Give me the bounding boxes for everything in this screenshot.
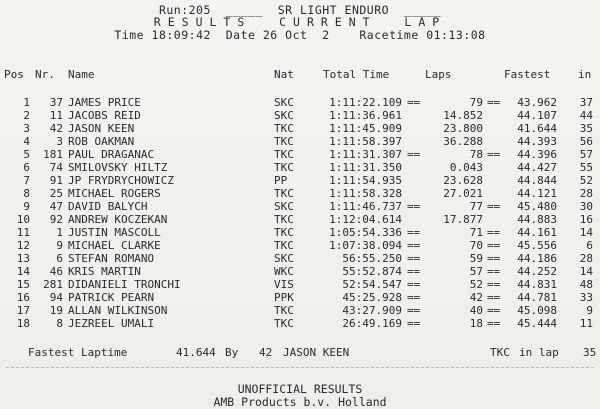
table-row bbox=[0, 161, 600, 174]
total-time: 55:52.874 bbox=[342, 265, 402, 278]
driver-name: JUSTIN MASCOLL bbox=[68, 226, 161, 239]
club: TKC bbox=[274, 239, 294, 252]
club: SKC bbox=[274, 96, 294, 109]
total-time: 45:25.928 bbox=[342, 291, 402, 304]
total-time: 1:12:04.614 bbox=[329, 213, 402, 226]
fastest-in-lap: 35 bbox=[579, 122, 593, 135]
kart-number: 181 bbox=[43, 148, 63, 161]
lap-marker-left: == bbox=[407, 226, 421, 239]
position: 4 bbox=[23, 135, 30, 148]
table-row bbox=[0, 200, 600, 213]
fastest-lap: 44.186 bbox=[517, 252, 557, 265]
lap-marker-right: == bbox=[487, 200, 501, 213]
position: 11 bbox=[16, 226, 30, 239]
fastest-lap: 44.107 bbox=[517, 109, 557, 122]
total-time: 1:11:22.109 bbox=[329, 96, 402, 109]
table-row bbox=[0, 278, 600, 291]
fastest-in-lap: 9 bbox=[586, 304, 593, 317]
fastest-lap: 45.444 bbox=[517, 317, 557, 330]
table-row bbox=[0, 317, 600, 330]
fastest-in-lap: 44 bbox=[579, 109, 593, 122]
table-row bbox=[0, 304, 600, 317]
table-row bbox=[0, 265, 600, 278]
table-row bbox=[0, 174, 600, 187]
time-date-line: Time 18:09:42 Date 26 Oct 2 Racetime 01:13:08 bbox=[114, 28, 486, 42]
driver-name: JASON KEEN bbox=[68, 122, 135, 135]
lap-marker-left: == bbox=[407, 291, 421, 304]
laps-or-gap: 71 bbox=[469, 226, 483, 239]
fastest-in-lap: 48 bbox=[579, 278, 593, 291]
fastest-in-lap: 14 bbox=[579, 265, 593, 278]
club: VIS bbox=[274, 278, 294, 291]
table-row bbox=[0, 213, 600, 226]
club: TKC bbox=[274, 304, 294, 317]
total-time: 43:27.909 bbox=[342, 304, 402, 317]
laps-or-gap: 17.877 bbox=[443, 213, 483, 226]
lap-marker-right: == bbox=[487, 148, 501, 161]
club: TKC bbox=[274, 135, 294, 148]
club: TKC bbox=[274, 226, 294, 239]
fastest-in-lap-label: in lap bbox=[519, 346, 559, 359]
club: TKC bbox=[274, 187, 294, 200]
kart-number: 25 bbox=[49, 187, 63, 200]
position: 10 bbox=[16, 213, 30, 226]
laps-or-gap: 78 bbox=[469, 148, 483, 161]
fastest-in-lap: 11 bbox=[579, 317, 593, 330]
fastest-club: TKC bbox=[490, 346, 510, 359]
fastest-lap: 44.427 bbox=[517, 161, 557, 174]
lap-marker-right: == bbox=[487, 226, 501, 239]
driver-name: SMILOVSKY HILTZ bbox=[68, 161, 168, 174]
total-time: 1:11:54.935 bbox=[329, 174, 402, 187]
position: 8 bbox=[23, 187, 30, 200]
fastest-in-lap: 33 bbox=[579, 291, 593, 304]
club: TKC bbox=[274, 148, 294, 161]
lap-marker-left: == bbox=[407, 239, 421, 252]
driver-name: MICHAEL CLARKE bbox=[68, 239, 161, 252]
amb-credit: AMB Products b.v. Holland bbox=[213, 395, 387, 409]
lap-marker-left: == bbox=[407, 265, 421, 278]
table-row bbox=[0, 226, 600, 239]
laps-or-gap: 14.852 bbox=[443, 109, 483, 122]
table-row bbox=[0, 122, 600, 135]
laps-or-gap: 18 bbox=[469, 317, 483, 330]
laps-or-gap: 42 bbox=[469, 291, 483, 304]
lap-marker-left: == bbox=[407, 148, 421, 161]
results-heading: RESULTS CURRENT LAP bbox=[153, 15, 447, 29]
club: PP bbox=[274, 174, 288, 187]
kart-number: 74 bbox=[49, 161, 63, 174]
laps-or-gap: 36.288 bbox=[443, 135, 483, 148]
kart-number: 3 bbox=[56, 135, 63, 148]
fastest-lap: 44.161 bbox=[517, 226, 557, 239]
driver-name: ANDREW KOCZEKAN bbox=[68, 213, 168, 226]
lap-marker-left: == bbox=[407, 252, 421, 265]
club: SKC bbox=[274, 109, 294, 122]
fastest-in-lap: 28 bbox=[579, 187, 593, 200]
club: SKC bbox=[274, 252, 294, 265]
lap-marker-left: == bbox=[407, 200, 421, 213]
fastest-lap: 44.393 bbox=[517, 135, 557, 148]
kart-number: 1 bbox=[56, 226, 63, 239]
laps-or-gap: 23.628 bbox=[443, 174, 483, 187]
position: 2 bbox=[23, 109, 30, 122]
fastest-in-lap: 55 bbox=[579, 161, 593, 174]
total-time: 1:05:54.336 bbox=[329, 226, 402, 239]
fastest-in-lap: 14 bbox=[579, 226, 593, 239]
col-fastest: Fastest bbox=[504, 68, 551, 81]
total-time: 26:49.169 bbox=[342, 317, 402, 330]
position: 16 bbox=[16, 291, 30, 304]
position: 15 bbox=[16, 278, 30, 291]
fastest-in-lap: 52 bbox=[579, 174, 593, 187]
lap-marker-right: == bbox=[487, 252, 501, 265]
driver-name: DAVID BALYCH bbox=[68, 200, 148, 213]
table-row bbox=[0, 252, 600, 265]
driver-name: STEFAN ROMANO bbox=[68, 252, 155, 265]
fastest-in-lap: 37 bbox=[579, 96, 593, 109]
col-name: Name bbox=[68, 68, 95, 81]
position: 6 bbox=[23, 161, 30, 174]
fastest-by: By bbox=[225, 346, 239, 359]
total-time: 1:11:58.328 bbox=[329, 187, 402, 200]
lap-marker-left: == bbox=[407, 278, 421, 291]
total-time: 1:11:31.307 bbox=[329, 148, 402, 161]
table-row bbox=[0, 96, 600, 109]
lap-marker-right: == bbox=[487, 317, 501, 330]
fastest-in-lap: 28 bbox=[579, 252, 593, 265]
laps-or-gap: 70 bbox=[469, 239, 483, 252]
table-row bbox=[0, 239, 600, 252]
club: WKC bbox=[274, 265, 294, 278]
laps-or-gap: 79 bbox=[469, 96, 483, 109]
fastest-laptime-label: Fastest Laptime bbox=[28, 346, 128, 359]
laps-or-gap: 23.800 bbox=[443, 122, 483, 135]
fastest-lap: 45.480 bbox=[517, 200, 557, 213]
fastest-lap: 45.098 bbox=[517, 304, 557, 317]
lap-marker-right: == bbox=[487, 265, 501, 278]
total-time: 1:11:36.961 bbox=[329, 109, 402, 122]
fastest-lap: 44.831 bbox=[517, 278, 557, 291]
fastest-lap: 44.396 bbox=[517, 148, 557, 161]
kart-number: 9 bbox=[56, 239, 63, 252]
kart-number: 94 bbox=[49, 291, 63, 304]
club: TKC bbox=[274, 161, 294, 174]
total-time: 1:07:38.094 bbox=[329, 239, 402, 252]
col-nr: Nr. bbox=[35, 68, 55, 81]
lap-marker-right: == bbox=[487, 278, 501, 291]
table-row bbox=[0, 291, 600, 304]
total-time: 1:11:31.350 bbox=[329, 161, 402, 174]
club: TKC bbox=[274, 213, 294, 226]
position: 3 bbox=[23, 122, 30, 135]
laps-or-gap: 40 bbox=[469, 304, 483, 317]
driver-name: JEZREEL UMALI bbox=[68, 317, 155, 330]
lap-marker-left: == bbox=[407, 317, 421, 330]
kart-number: 11 bbox=[49, 109, 63, 122]
fastest-in-lap: 16 bbox=[579, 213, 593, 226]
kart-number: 6 bbox=[56, 252, 63, 265]
club: SKC bbox=[274, 200, 294, 213]
kart-number: 91 bbox=[49, 174, 63, 187]
kart-number: 92 bbox=[49, 213, 63, 226]
kart-number: 19 bbox=[49, 304, 63, 317]
table-row bbox=[0, 109, 600, 122]
lap-marker-left: == bbox=[407, 96, 421, 109]
fastest-name: JASON KEEN bbox=[283, 346, 350, 359]
position: 1 bbox=[23, 96, 30, 109]
position: 7 bbox=[23, 174, 30, 187]
laps-or-gap: 52 bbox=[469, 278, 483, 291]
fastest-lap-number: 35 bbox=[583, 346, 597, 359]
position: 17 bbox=[16, 304, 30, 317]
table-row bbox=[0, 135, 600, 148]
laps-or-gap: 27.021 bbox=[443, 187, 483, 200]
total-time: 56:55.250 bbox=[342, 252, 402, 265]
fastest-lap: 44.883 bbox=[517, 213, 557, 226]
fastest-lap: 44.121 bbox=[517, 187, 557, 200]
fastest-in-lap: 30 bbox=[579, 200, 593, 213]
position: 5 bbox=[23, 148, 30, 161]
col-in: in bbox=[578, 68, 592, 81]
lap-marker-right: == bbox=[487, 239, 501, 252]
driver-name: JAMES PRICE bbox=[68, 96, 141, 109]
driver-name: MICHAEL ROGERS bbox=[68, 187, 161, 200]
kart-number: 37 bbox=[49, 96, 63, 109]
fastest-lap: 41.644 bbox=[517, 122, 557, 135]
table-row bbox=[0, 187, 600, 200]
lap-marker-right: == bbox=[487, 304, 501, 317]
driver-name: DIDANIELI TRONCHI bbox=[68, 278, 181, 291]
club: PPK bbox=[274, 291, 294, 304]
position: 14 bbox=[16, 265, 30, 278]
total-time: 1:11:46.737 bbox=[329, 200, 402, 213]
fastest-in-lap: 57 bbox=[579, 148, 593, 161]
col-total-time: Total Time bbox=[323, 68, 390, 81]
fastest-nr: 42 bbox=[259, 346, 273, 359]
run-title: Run:205 _____ SR LIGHT ENDURO _____ bbox=[158, 3, 442, 17]
kart-number: 46 bbox=[49, 265, 63, 278]
col-pos: Pos bbox=[4, 68, 24, 81]
fastest-lap: 44.781 bbox=[517, 291, 557, 304]
kart-number: 42 bbox=[49, 122, 63, 135]
club: TKC bbox=[274, 122, 294, 135]
position: 13 bbox=[16, 252, 30, 265]
total-time: 1:11:58.397 bbox=[329, 135, 402, 148]
col-laps: Laps bbox=[425, 68, 452, 81]
fastest-lap: 45.556 bbox=[517, 239, 557, 252]
unofficial-results: UNOFFICIAL RESULTS bbox=[237, 382, 363, 396]
laps-or-gap: 0.043 bbox=[449, 161, 483, 174]
lap-marker-left: == bbox=[407, 304, 421, 317]
driver-name: PATRICK PEARN bbox=[68, 291, 155, 304]
fastest-lap: 44.844 bbox=[517, 174, 557, 187]
kart-number: 8 bbox=[56, 317, 63, 330]
fastest-in-lap: 56 bbox=[579, 135, 593, 148]
total-time: 1:11:45.909 bbox=[329, 122, 402, 135]
laps-or-gap: 77 bbox=[469, 200, 483, 213]
fastest-in-lap: 6 bbox=[586, 239, 593, 252]
position: 18 bbox=[16, 317, 30, 330]
position: 12 bbox=[16, 239, 30, 252]
fastest-laptime-value: 41.644 bbox=[176, 346, 216, 359]
laps-or-gap: 59 bbox=[469, 252, 483, 265]
lap-marker-right: == bbox=[487, 96, 501, 109]
driver-name: JACOBS REID bbox=[68, 109, 141, 122]
driver-name: KRIS MARTIN bbox=[68, 265, 141, 278]
fastest-lap: 43.962 bbox=[517, 96, 557, 109]
club: TKC bbox=[274, 317, 294, 330]
driver-name: PAUL DRAGANAC bbox=[68, 148, 155, 161]
fastest-lap: 44.252 bbox=[517, 265, 557, 278]
laps-or-gap: 57 bbox=[469, 265, 483, 278]
kart-number: 281 bbox=[43, 278, 63, 291]
total-time: 52:54.547 bbox=[342, 278, 402, 291]
driver-name: ROB OAKMAN bbox=[68, 135, 135, 148]
lap-marker-right: == bbox=[487, 291, 501, 304]
col-nat: Nat bbox=[274, 68, 294, 81]
kart-number: 47 bbox=[49, 200, 63, 213]
driver-name: JP FRYDRYCHOWICZ bbox=[68, 174, 174, 187]
table-row bbox=[0, 148, 600, 161]
driver-name: ALLAN WILKINSON bbox=[68, 304, 168, 317]
position: 9 bbox=[23, 200, 30, 213]
divider bbox=[6, 367, 594, 368]
